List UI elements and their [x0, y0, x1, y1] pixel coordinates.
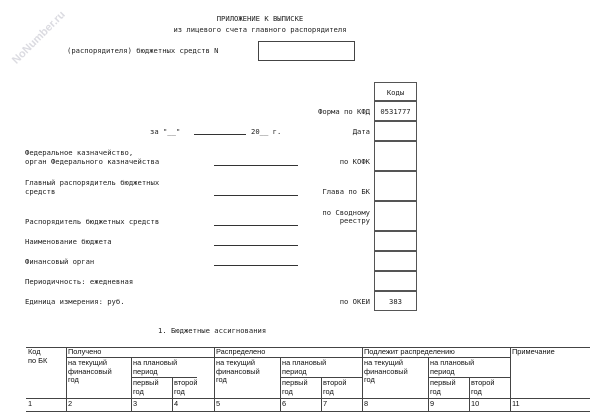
- col-number: 1: [28, 399, 33, 408]
- okud-label: Форма по КФД: [318, 107, 370, 116]
- header-line: год: [216, 375, 227, 385]
- header-line: на плановый: [133, 358, 178, 367]
- header-line: первый: [133, 378, 159, 387]
- period-code-cell[interactable]: [374, 271, 417, 291]
- table-col-rule: [469, 377, 470, 411]
- header-line: второй: [471, 378, 495, 387]
- header-line: на текущий: [216, 358, 256, 367]
- budget-name-field-line[interactable]: [214, 245, 298, 246]
- fin-organ-code-cell[interactable]: [374, 251, 417, 271]
- budget-name-label: Наименование бюджета: [25, 237, 112, 246]
- table-col-rule: [131, 357, 132, 411]
- table-col-rule: [362, 347, 363, 411]
- header-line: период: [133, 366, 158, 376]
- table-col-rule: [172, 377, 173, 411]
- col-header-code: [28, 348, 47, 365]
- distributed-plan-period: [282, 359, 326, 376]
- header-line: второй: [174, 378, 198, 387]
- glava-code-cell[interactable]: [374, 171, 417, 201]
- manager-field-line[interactable]: [214, 225, 298, 226]
- svod-label-line1: по Сводному: [322, 208, 370, 217]
- header-line: год: [174, 386, 185, 396]
- periodicity-label: Периодичность: ежедневная: [25, 277, 134, 286]
- to-distribute-first-year: [430, 379, 456, 396]
- okei-code-value: 383: [389, 297, 402, 306]
- col-header-code-line: по БК: [28, 355, 48, 365]
- okud-code-cell[interactable]: [374, 101, 417, 121]
- svod-label-line2: реестру: [339, 216, 370, 225]
- col-number: 10: [471, 399, 480, 408]
- table-col-rule: [510, 347, 511, 411]
- header-line: финансовый: [364, 366, 408, 376]
- col-number: 4: [174, 399, 179, 408]
- table-col-rule: [428, 357, 429, 411]
- header-line: год: [68, 375, 79, 385]
- treasury-field-line[interactable]: [214, 165, 298, 166]
- received-first-year: [133, 379, 159, 396]
- main-manager-label-line2: средств: [25, 187, 56, 196]
- received-plan-period: [133, 359, 177, 376]
- main-manager-label-line1: Главный распорядитель бюджетных: [25, 178, 160, 187]
- col-header-distributed: Распределено: [216, 347, 266, 356]
- main-manager-field-line[interactable]: [214, 195, 298, 196]
- header-line: на плановый: [282, 358, 327, 367]
- okei-code-cell[interactable]: [374, 291, 417, 311]
- svod-reestr-code-cell[interactable]: [374, 201, 417, 231]
- date-month-line[interactable]: [194, 134, 246, 135]
- table-rule-top: [26, 347, 590, 348]
- header-line: год: [364, 375, 375, 385]
- fin-organ-label: Финансовый орган: [25, 257, 95, 266]
- received-second-year: [174, 379, 198, 396]
- header-line: первый: [430, 378, 456, 387]
- header-line: период: [430, 366, 455, 376]
- distributed-second-year: [323, 379, 347, 396]
- glava-label: Глава по БК: [322, 187, 370, 196]
- header-line: год: [323, 386, 334, 396]
- to-distribute-plan-period: [430, 359, 474, 376]
- date-year: 20__ г.: [251, 127, 282, 136]
- date-label: Дата: [352, 127, 370, 136]
- watermark-text: NoNumber.ru: [10, 8, 68, 67]
- header-line: период: [282, 366, 307, 376]
- table-rule-header-bottom: [26, 398, 590, 399]
- received-current-year: [68, 359, 112, 385]
- header-line: на плановый: [430, 358, 475, 367]
- date-code-cell[interactable]: [374, 121, 417, 141]
- col-number: 9: [430, 399, 435, 408]
- col-header-code-line: Код: [28, 347, 41, 356]
- okud-code-value: 0531777: [380, 107, 411, 116]
- header-line: финансовый: [216, 366, 260, 376]
- col-number: 5: [216, 399, 221, 408]
- col-header-to-distribute: Подлежит распределению: [364, 347, 455, 356]
- col-header-note: Примечание: [512, 347, 555, 356]
- manager-label: Распорядитель бюджетных средств: [25, 217, 160, 226]
- col-number: 8: [364, 399, 369, 408]
- kofk-code-cell[interactable]: [374, 141, 417, 171]
- table-col-rule: [214, 347, 215, 411]
- treasury-label-line1: Федеральное казначейство,: [25, 148, 134, 157]
- header-line: год: [430, 386, 441, 396]
- to-distribute-second-year: [471, 379, 495, 396]
- header-line: первый: [282, 378, 308, 387]
- date-prefix: за "__": [150, 127, 181, 136]
- distributed-first-year: [282, 379, 308, 396]
- header-line: финансовый: [68, 366, 112, 376]
- header-line: год: [133, 386, 144, 396]
- unit-label: Единица измерения: руб.: [25, 297, 125, 306]
- header-line: год: [282, 386, 293, 396]
- account-number-field[interactable]: [258, 41, 355, 61]
- col-number: 7: [323, 399, 328, 408]
- okei-label: по ОКЕИ: [339, 297, 370, 306]
- header-line: год: [471, 386, 482, 396]
- header-line: второй: [323, 378, 347, 387]
- codes-header-cell: [374, 82, 417, 101]
- col-header-received: Получено: [68, 347, 102, 356]
- codes-header: Коды: [386, 88, 405, 97]
- col-number: 6: [282, 399, 287, 408]
- col-number: 3: [133, 399, 138, 408]
- header-line: на текущий: [68, 358, 108, 367]
- header-line: на текущий: [364, 358, 404, 367]
- section-title: 1. Бюджетные ассигнования: [158, 326, 267, 335]
- table-col-rule: [280, 357, 281, 411]
- table-col-rule: [321, 377, 322, 411]
- col-number: 11: [512, 399, 520, 408]
- distributed-current-year: [216, 359, 260, 385]
- fin-organ-field-line[interactable]: [214, 265, 298, 266]
- table-col-rule: [66, 347, 67, 411]
- to-distribute-current-year: [364, 359, 408, 385]
- budget-code-cell[interactable]: [374, 231, 417, 251]
- document-title: ПРИЛОЖЕНИЕ К ВЫПИСКЕ: [216, 14, 304, 23]
- treasury-label-line2: орган Федерального казначейства: [25, 157, 160, 166]
- document-subtitle: из лицевого счета главного распорядителя: [173, 25, 347, 34]
- kofk-label: по КОФК: [339, 157, 370, 166]
- table-rule-numbers-bottom: [26, 411, 590, 412]
- account-number-label: (распорядителя) бюджетных средств N: [67, 46, 219, 55]
- col-number: 2: [68, 399, 73, 408]
